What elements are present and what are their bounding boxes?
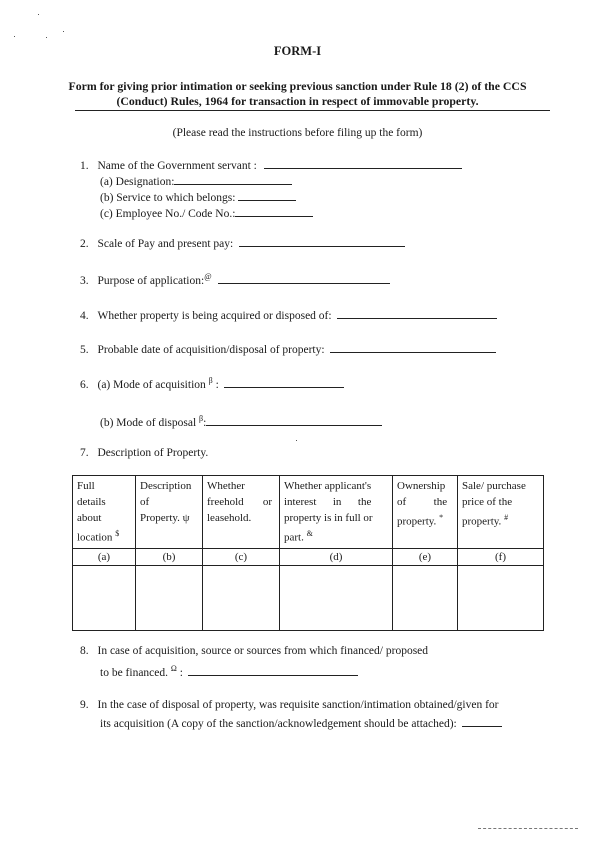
page-footer-mark	[478, 828, 578, 829]
footnote-mark: β	[208, 376, 213, 385]
entry-cell-freehold[interactable]	[203, 565, 280, 630]
column-label: (e)	[393, 548, 458, 565]
item-8-cont: to be financed. $^\Omega$ :	[100, 664, 358, 679]
item-number: 7.	[80, 447, 89, 459]
entry-cell-description[interactable]	[136, 565, 203, 630]
footnote-mark: @	[204, 272, 212, 281]
footnote-mark: Ω	[170, 664, 177, 673]
sanction-obtained-field[interactable]	[462, 716, 502, 727]
mode-of-acquisition-field[interactable]	[224, 377, 344, 388]
acquired-disposed-field[interactable]	[337, 308, 497, 319]
item-label: Purpose of application:	[97, 274, 205, 287]
item-label: (a) Designation:	[100, 176, 175, 188]
item-number: 2.	[80, 238, 89, 250]
column-label: (c)	[203, 548, 280, 565]
probable-date-field[interactable]	[330, 342, 496, 353]
item-8	[80, 645, 428, 657]
column-header-ownership: Ownership of the property. *	[393, 476, 458, 549]
column-header-location: Full details about location $	[73, 476, 136, 549]
column-header-description: Description of Property. ψ	[136, 476, 203, 549]
item-label: In case of acquisition, source or sources from which financed/ proposed	[97, 645, 429, 657]
table-header-row	[73, 476, 544, 549]
item-7	[80, 447, 208, 459]
item-number: 9.	[80, 699, 89, 711]
item-2	[80, 236, 405, 250]
item-label: (b) Service to which belongs:	[100, 192, 236, 204]
item-number: 3.	[80, 274, 89, 287]
item-number: 5.	[80, 344, 89, 356]
employee-code-field[interactable]	[235, 206, 313, 217]
entry-cell-price[interactable]	[458, 565, 544, 630]
designation-field[interactable]	[174, 174, 292, 185]
column-header-interest: Whether applicant's interest in the property is in full or part. &	[280, 476, 393, 549]
column-header-price: Sale/ purchase price of the property. #	[458, 476, 544, 549]
property-description-table	[72, 475, 544, 631]
scan-speck	[14, 36, 15, 37]
item-9-cont	[100, 716, 502, 730]
item-label: In the case of disposal of property, was requisite sanction/intimation obtained/given for	[97, 699, 499, 711]
item-number: 8.	[80, 645, 89, 657]
item-label: Name of the Government servant :	[97, 160, 257, 172]
item-label: (b) Mode of disposal	[100, 416, 197, 429]
item-number: 6.	[80, 378, 89, 391]
item-9	[80, 699, 499, 711]
item-label: its acquisition (A copy of the sanction/acknowledgement should be attached):	[100, 718, 457, 730]
column-label: (d)	[280, 548, 393, 565]
footnote-mark: β	[199, 414, 204, 423]
item-label: (c) Employee No./ Code No.:	[100, 208, 236, 220]
mode-of-disposal-field[interactable]	[206, 415, 382, 426]
item-1c	[100, 206, 313, 220]
source-of-finance-field[interactable]	[188, 665, 358, 676]
entry-cell-interest[interactable]	[280, 565, 393, 630]
scan-speck	[63, 31, 64, 32]
purpose-field[interactable]	[218, 273, 390, 284]
item-label: (a) Mode of acquisition	[97, 378, 206, 391]
entry-cell-ownership[interactable]	[393, 565, 458, 630]
item-1b	[100, 190, 296, 204]
instructions-note: (Please read the instructions before filing up the form)	[172, 127, 423, 139]
scan-speck	[296, 440, 297, 441]
item-number: 4.	[80, 310, 89, 322]
entry-cell-location[interactable]	[73, 565, 136, 630]
item-label: Scale of Pay and present pay:	[97, 238, 234, 250]
item-label: to be financed.	[100, 666, 169, 679]
scan-speck	[46, 37, 47, 38]
pay-scale-field[interactable]	[239, 236, 405, 247]
heading-divider	[75, 110, 550, 111]
column-header-freehold: Whether freehold or leasehold.	[203, 476, 280, 549]
table-entry-row	[73, 565, 544, 630]
item-3	[80, 272, 390, 287]
item-6b: (b) Mode of disposal $^\beta$:	[100, 414, 382, 429]
column-label: (b)	[136, 548, 203, 565]
scan-speck	[38, 14, 39, 15]
form-heading-line1: Form for giving prior intimation or seeking previous sanction under Rule 18 (2) of the CCS	[68, 79, 527, 93]
form-title: FORM-I	[273, 44, 322, 58]
item-6a: 6. (a) Mode of acquisition $^\beta$ :	[80, 376, 344, 391]
item-1	[80, 158, 462, 172]
item-number: 1.	[80, 160, 89, 172]
item-label: Whether property is being acquired or disposed of:	[97, 310, 332, 322]
service-field[interactable]	[238, 190, 296, 201]
item-label: Description of Property.	[97, 447, 209, 459]
item-label: Probable date of acquisition/disposal of property:	[97, 344, 325, 356]
item-1a	[100, 174, 292, 188]
item-4	[80, 308, 497, 322]
column-label: (a)	[73, 548, 136, 565]
form-heading-line2: (Conduct) Rules, 1964 for transaction in respect of immovable property.	[116, 94, 479, 108]
govt-servant-name-field[interactable]	[264, 158, 462, 169]
column-label: (f)	[458, 548, 544, 565]
item-5	[80, 342, 496, 356]
table-label-row	[73, 548, 544, 565]
